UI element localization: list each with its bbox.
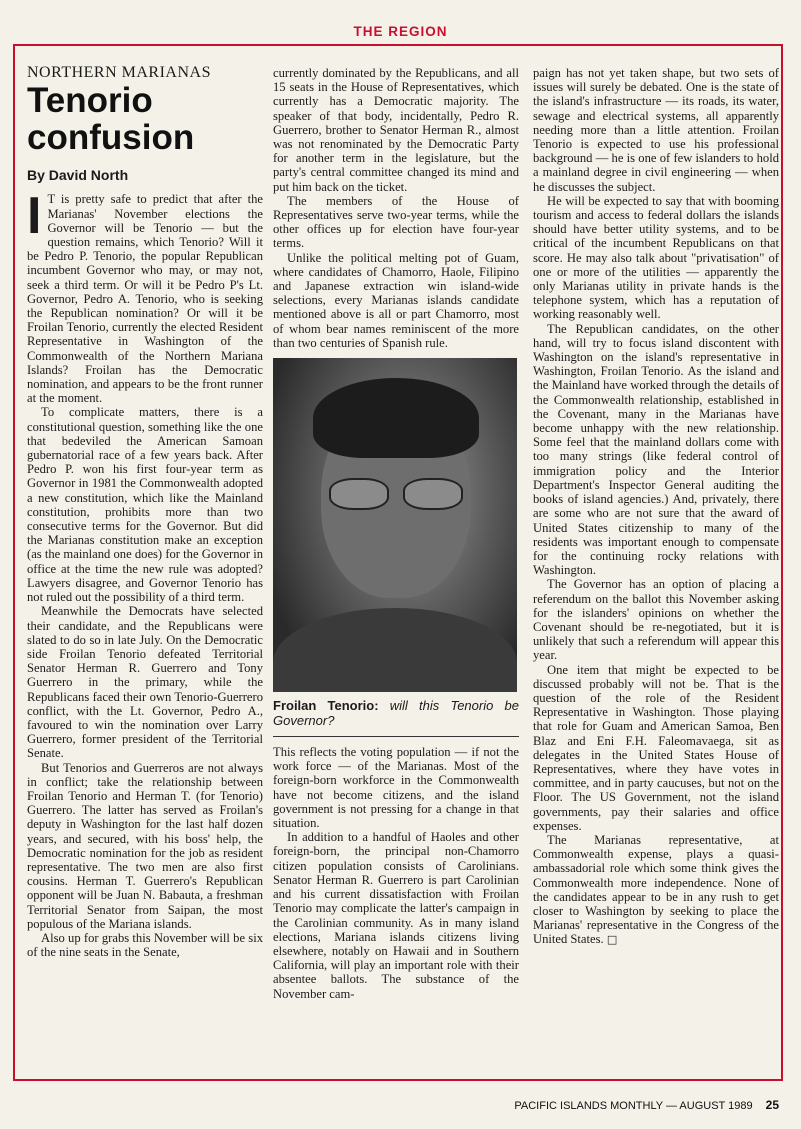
paragraph: The Marianas representative, at Commonwealth expense, plays a quasi-ambassadorial role which some think gives the Commonwealth more independence. None of the candidates appear to be in any rush to get closer to Washington by seeking to place the Marianas' representative in the Congress of the United States. □ bbox=[533, 832, 779, 947]
paragraph: paign has not yet taken shape, but two sets of issues will surely be debated. One is the state of the island's infrastructure — its roads, its water, sewage and electrical systems, all apparently needing more than a little attention. Froilan Tenorio is expected to use his professional background — he is one of few islanders to hold a mainland degree in civil engineering — when he discusses the subject. bbox=[533, 66, 779, 194]
paragraph: currently dominated by the Republicans, and all 15 seats in the House of Representatives, which currently has a Democratic majority. The speaker of that body, incidentally, Pedro R. Guerrero, brother to Senator Herman R., almost was not renominated by the Democratic Party for another term in the legislature, but the party's central committee changed its mind and put him back on the ticket. bbox=[273, 66, 519, 194]
paragraph: Also up for grabs this November will be six of the nine seats in the Senate, bbox=[27, 930, 263, 960]
page-number: 25 bbox=[765, 1098, 779, 1112]
drop-cap: I bbox=[27, 187, 42, 246]
paragraph: Unlike the political melting pot of Guam, where candidates of Chamorro, Haole, Filipino and Japanese extraction win island-wide selections, every Marianas islands candidate mentioned above is all or part Chamorro, most of whom bear names reminiscent of the more than two centuries of Spanish rule. bbox=[273, 250, 519, 350]
photo-caption: Froilan Tenorio: will this Tenorio be Governor? bbox=[273, 698, 519, 737]
paragraph: This reflects the voting population — if not the work force — of the Marianas. Most of the foreign-born workforce in the Commonwealth have not become citizens, and the island government is not pressing for a change in that situation. bbox=[273, 745, 519, 831]
section-label: THE REGION bbox=[353, 24, 448, 39]
article-kicker: NORTHERN MARIANAS bbox=[27, 66, 211, 81]
article-headline: Tenorio confusion bbox=[27, 81, 195, 158]
portrait-photo bbox=[273, 358, 517, 692]
paragraph: The Governor has an option of placing a referendum on the ballot this November asking for the islanders' opinions on whether the Covenant should be re-negotiated, but it is unlikely that such a referendum will appear this year. bbox=[533, 577, 779, 663]
paragraph: But Tenorios and Guerreros are not always in conflict; take the relationship between Froilan Tenorio and Herman T. (for Tenorio) Guerrero. The latter has served as Froilan's deputy in Washington for the last half dozen years, and secured, with his boss' help, the Democratic nomination for the job as resident representative. The two men are also first cousins. Herman T. Guerrero's Republican opponent will be Juan N. Babauta, a freshman Territorial Senator from Saipan, the most populous of the Mariana islands. bbox=[27, 760, 263, 931]
paragraph: He will be expected to say that with booming tourism and access to federal dollars the islands should have better utility systems, and to be critical of the incumbent Republicans on that score. He may also talk about "privatisation" of one or more of the utilities — apparently the only Marianas utility in private hands is the telephone system, which has a reputation of working reasonably well. bbox=[533, 193, 779, 322]
paragraph: One item that might be expected to be discussed probably will not be. That is the question of the role of the Resident Representative in Washington. Those playing that role for Guam and American Samoa, Ben Blaz and Eni F.H. Faleomavaega, sit as delegates in the United States House of Representatives, where they have votes in committee, and in party caucuses, but not on the Floor. The US Government, not the island governments, pay their salaries and office expenses. bbox=[533, 662, 779, 833]
column-3 bbox=[533, 66, 779, 1074]
paragraph: To complicate matters, there is a constitutional question, something like the one that bedeviled the American Samoan gubernatorial race of a few years back. After Pedro P. won his first four-year term as Governor in 1981 the Commonwealth adopted a new constitution, which like the Mainland constitution, prohibits more than two consecutive terms for the Governor. But did the Marianas constitution make an exception (as the mainland one does) for the Governor in office at the time the new rule was adopted? Lawyers disagree, and Governor Tenorio has not ruled out the possibility of a third term. bbox=[27, 405, 263, 605]
article-byline: By David North bbox=[27, 167, 129, 184]
paragraph: I T is pretty safe to predict that after the Marianas' November elections the Governor will be Tenorio — but the question remains, which Tenorio? Will it be Pedro P. Tenorio, the popular Republican incumbent Governor who may, or may not, seek a third term. Or will it be Pedro P's Lt. Governor, Pedro A. Tenorio, who is seeking the Republican nomination? Or will it be Froilan Tenorio, currently the elected Resident Representative in Washington of the Commonwealth of the Northern Mariana Islands? Froilan has the Democratic nomination, and appears to be the front runner at the moment. bbox=[27, 187, 263, 406]
publication-line: PACIFIC ISLANDS MONTHLY — AUGUST 1989 bbox=[514, 1100, 753, 1112]
end-mark: □ bbox=[606, 933, 618, 947]
paragraph: Meanwhile the Democrats have selected their candidate, and the Republicans were slated to do so in late July. On the Democratic side Froilan Tenorio defeated Territorial Senator Herman R. Guerrero and Tony Guerrero in the primary, while the Republicans faced their own Tenorio-Guerrero conflict, with the Lt. Governor, Pedro A., favoured to win the nomination over Larry Guerrero, former president of the Territorial Senate. bbox=[27, 604, 263, 761]
paragraph: The members of the House of Representatives serve two-year terms, while the other offices up for election have four-year terms. bbox=[273, 193, 519, 251]
page-footer bbox=[514, 1098, 779, 1112]
paragraph: The Republican candidates, on the other hand, will try to focus island discontent with Washington on the island's representative in Washington, Froilan Tenorio. As the island and the Mainland have worked through the details of the Commonwealth relationship, established in the Covenant, many in the Marianas have become unhappy with the new relationship. Some feel that the mainland dollars come with too many strings (like federal control of immigration policy and the Interior Department's Inspector General auditing the books of island agencies.) And, privately, there are some who are not sure that the award of United States citizenship to many of the residents was important enough to compensate for the continuing rocky relations with Washington. bbox=[533, 321, 779, 578]
column-2 bbox=[273, 66, 519, 1074]
paragraph: In addition to a handful of Haoles and other foreign-born, the principal non-Chamorro citizen population consists of Carolinians. Senator Herman R. Guerrero is part Carolinian and his current dissatisfaction with Froilan Tenorio may complicate the latter's campaign in the Carolinian community. As in many island elections, Mariana islands citizens living elsewhere, notably on Hawaii and in Southern California, will play an important role with their absentee ballots. The substance of the November cam- bbox=[273, 830, 519, 1001]
column-1 bbox=[27, 66, 263, 1074]
